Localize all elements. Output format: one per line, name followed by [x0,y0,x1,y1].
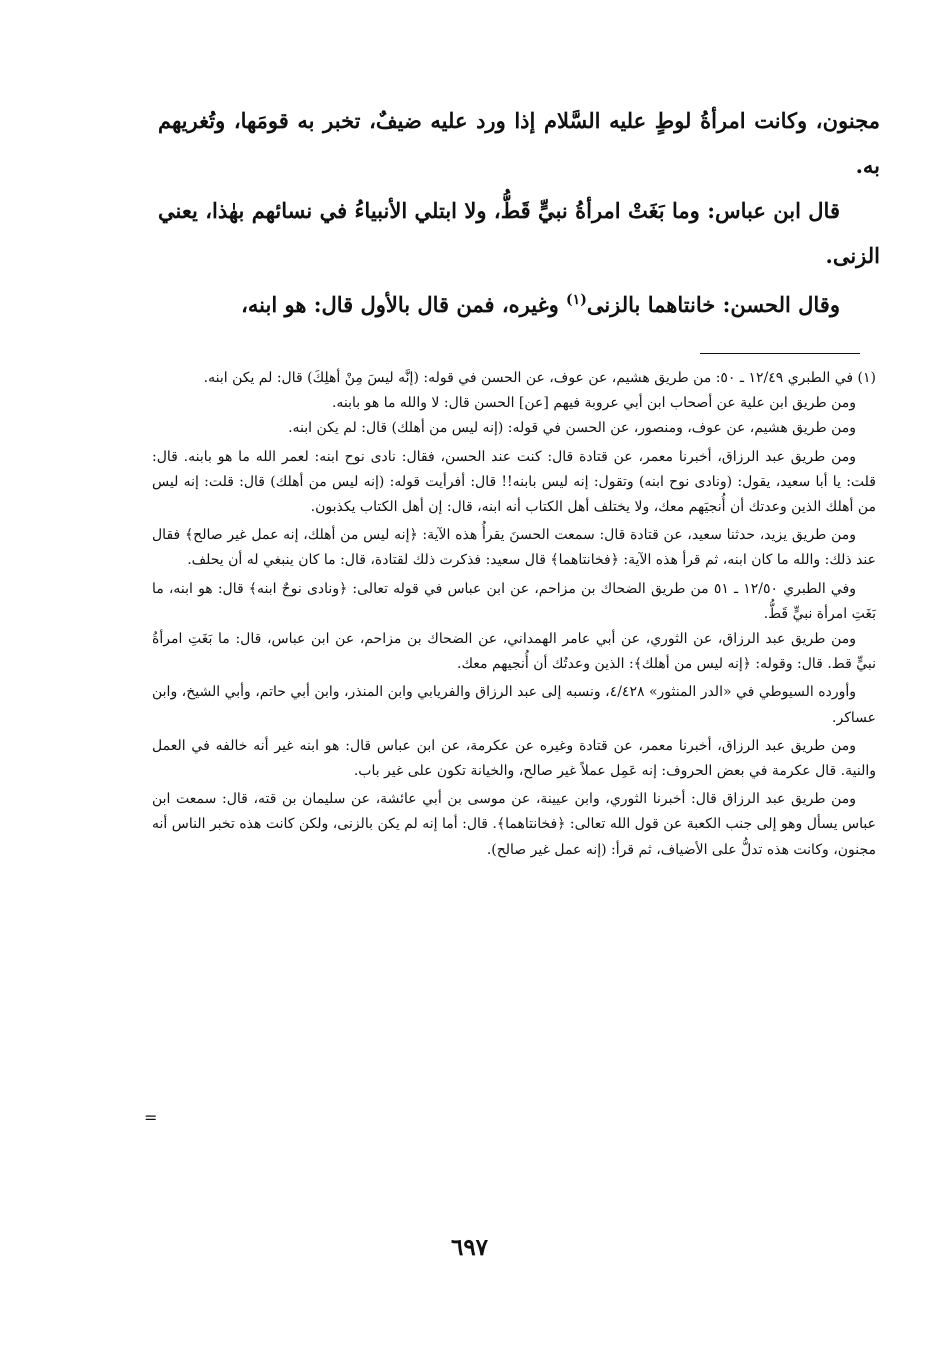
footnote-paragraph-5: ومن طريق يزيد، حدثنا سعيد، عن قتادة قال: سمعت الحسنَ يقرأُ هذه الآية: ﴿إنه ليس من أهلك، إنه عمل غير صالح﴾ فقال عند ذلك: والله ما كان ابنه، ثم قرأ هذه الآية: ﴿فخانتاهما﴾ قال سعيد: فذكرت ذلك لقتادة، قال: ما كان ينبغي له أن يحلف. [152,527,876,569]
footnote-paragraph-2: ومن طريق ابن علية عن أصحاب ابن أبي عروبة فيهم [عن] الحسن قال: لا والله ما هو بابنه. [331,395,856,412]
footnote-paragraph-7: ومن طريق عبد الرزاق، عن الثوري، عن أبي عامر الهمداني، عن الضحاك بن مزاحم، عن ابن عباس، قال: ما بَغَتِ امرأةُ نبيٍّ قط. قال: وقوله: ﴿إنه ليس من أهلك﴾: الذين وعدتُك أن أُنجيهم معك. [152,631,876,673]
footnote-paragraph-8: وأورده السيوطي في «الدر المنثور» ٤/٤٢٨، ونسبه إلى عبد الرزاق والفريابي وابن المنذر، وابن أبي حاتم، وأبي الشيخ، وابن عساكر. [152,684,876,726]
footnote-paragraph-6: وفي الطبري ١٢/٥٠ ـ ٥١ من طريق الضحاك بن مزاحم، عن ابن عباس في قوله تعالى: ﴿ونادى نوحٌ ابنه﴾ قال: هو ابنه، ما بَغَتِ امرأة نبيٍّ قَطُّ. [152,580,876,622]
main-paragraph-3 [158,278,880,327]
page-number: ٦٩٧ [450,1234,489,1261]
footnotes [152,366,876,863]
main-text [158,98,880,327]
main-paragraph-2: قال ابن عباس: وما بَغَتْ امرأةُ نبيٍّ قَطُّ، ولا ابتلي الأنبياءُ في نسائهم بهٰذا، يعني الزنى. [158,198,880,268]
footnote-paragraph-1: (١) في الطبري ١٢/٤٩ ـ ٥٠: من طريق هشيم، عن عوف، عن الحسن في قوله: (إنَّه ليسَ مِنْ أهلِكَ) قال: لم يكن ابنه. [203,370,876,386]
footnote-reference[interactable]: (١) [566,292,587,308]
footnote-paragraph-4: ومن طريق عبد الرزاق، أخبرنا معمر، عن قتادة قال: كنت عند الحسن، فقال: نادى نوح ابنه: لعمر الله ما هو بابنه. قال: قلت: يا أبا سعيد، يقول: (ونادى نوح ابنه) وتقول: إنه ليس بابنه!! قال: أفرأيت قوله: (إنه ليس من أهلك) قال: قلت: إنه ليس من أهلك الذين وعدتك أن أُنجيَهم معك، ولا يختلف أهل الكتاب أنه ابنه، قال: إن أهل الكتاب يكذبون. [152,448,876,516]
footnote-paragraph-3: ومن طريق هشيم، عن عوف، ومنصور، عن الحسن في قوله: (إنه ليس من أهلك) قال: لم يكن ابنه. [288,420,856,437]
footnote-paragraph-10: ومن طريق عبد الرزاق قال: أخبرنا الثوري، وابن عيينة، عن موسى بن أبي عائشة، عن سليمان بن قته، قال: سمعت ابن عباس يسأل وهو إلى جنب الكعبة عن قول الله تعالى: ﴿فخانتاهما﴾. قال: أما إنه لم يكن بالزنى، ولكن كانت هذه تخبر الناس أنه مجنون، وكانت هذه تدلُّ على الأضياف، ثم قرأ: (إنه عمل غير صالح). [152,791,876,858]
main-paragraph-3-end: وغيره، فمن قال بالأول قال: هو ابنه، [241,292,559,317]
main-paragraph-3-start: وقال الحسن: خانتاهما بالزنى [586,292,840,317]
continuation-marker: = [144,1108,158,1127]
footnote-separator [700,353,860,354]
main-paragraph-1: مجنون، وكانت امرأةُ لوطٍ عليه السَّلام إذا ورد عليه ضيفٌ، تخبر به قومَها، وتُغريهم به. [158,108,880,178]
footnote-paragraph-9: ومن طريق عبد الرزاق، أخبرنا معمر، عن قتادة وغيره عن عكرمة، عن ابن عباس قال: هو ابنه غير أنه خالفه في العمل والنية. قال عكرمة في بعض الحروف: إنه عَمِل عملاً غير صالح، والخيانة تكون على غير باب. [152,737,876,780]
